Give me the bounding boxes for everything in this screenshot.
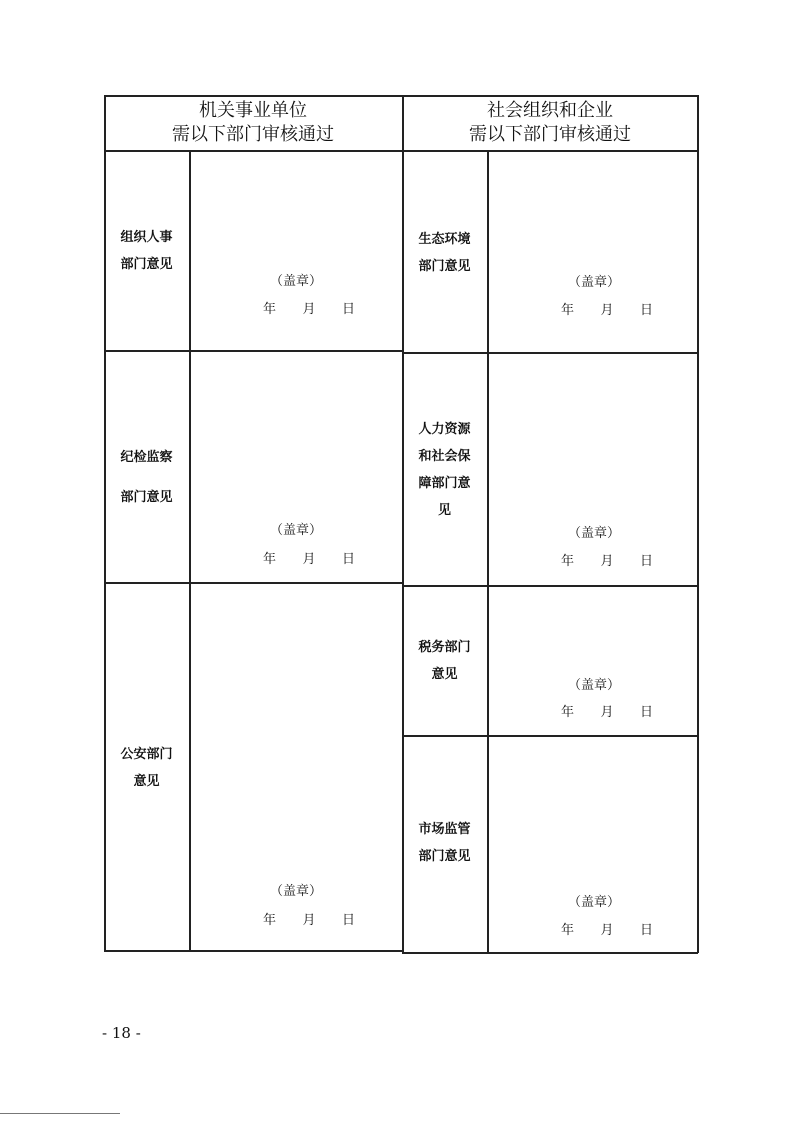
table-border-top: [104, 95, 698, 97]
year: 年: [263, 552, 277, 567]
table-border-bottom-right: [402, 952, 698, 954]
stamp-label: （盖章）: [567, 526, 620, 541]
day: 日: [341, 302, 355, 317]
date-line: [561, 299, 653, 318]
page-number: - 18 -: [102, 1024, 141, 1042]
year: 年: [561, 303, 575, 318]
table-border-bottom-left: [104, 950, 402, 952]
date-line: [561, 550, 653, 569]
right-row-divider: [402, 735, 698, 737]
stamp-label: （盖章）: [269, 884, 322, 899]
label-line: 部门意见: [418, 849, 471, 864]
year: 年: [561, 923, 575, 938]
row-label-market-supervision: [402, 816, 487, 870]
label-line: 部门意见: [120, 490, 173, 505]
year: 年: [561, 554, 575, 569]
month: 月: [302, 913, 316, 928]
day: 日: [341, 913, 355, 928]
stamp-label: （盖章）: [269, 274, 322, 289]
table-border-right: [697, 95, 699, 953]
left-row-divider: [104, 582, 402, 584]
day: 日: [639, 923, 653, 938]
row-label-organization-personnel: [104, 224, 189, 278]
stamp-label: （盖章）: [567, 678, 620, 693]
row-label-discipline-inspection: [104, 438, 189, 518]
day: 日: [639, 303, 653, 318]
month: 月: [600, 303, 614, 318]
date-line: [263, 298, 355, 317]
month: 月: [600, 554, 614, 569]
header-right-line2: 需以下部门审核通过: [469, 124, 631, 145]
year: 年: [263, 302, 277, 317]
row-label-tax: [402, 634, 487, 688]
right-row-divider: [402, 585, 698, 587]
label-line: 部门意见: [418, 259, 471, 274]
stamp-label: （盖章）: [269, 523, 322, 538]
day: 日: [639, 554, 653, 569]
header-left-line2: 需以下部门审核通过: [172, 124, 334, 145]
date-line: [263, 548, 355, 567]
label-line: 见: [437, 503, 451, 518]
left-row-divider: [104, 350, 402, 352]
date-line: [561, 919, 653, 938]
row-label-human-resources: [402, 416, 487, 524]
right-row-divider: [402, 352, 698, 354]
row-label-public-security: [104, 741, 189, 795]
date-line: [263, 909, 355, 928]
month: 月: [600, 923, 614, 938]
label-line: 人力资源: [418, 422, 471, 437]
month: 月: [600, 705, 614, 720]
day: 日: [341, 552, 355, 567]
label-line: 部门意见: [120, 257, 173, 272]
row-label-ecology-environment: [402, 226, 487, 280]
footer-rule: [0, 1113, 120, 1114]
label-line: 公安部门: [120, 747, 173, 762]
header-right: [402, 99, 698, 147]
year: 年: [561, 705, 575, 720]
left-label-divider: [189, 150, 191, 950]
label-line: 意见: [133, 774, 160, 789]
header-divider: [104, 150, 698, 152]
day: 日: [639, 705, 653, 720]
year: 年: [263, 913, 277, 928]
header-left-line1: 机关事业单位: [199, 100, 307, 121]
label-line: 生态环境: [418, 232, 471, 247]
label-line: 意见: [431, 667, 458, 682]
date-line: [561, 701, 653, 720]
label-line: 和社会保: [418, 449, 471, 464]
label-line: 市场监管: [418, 822, 471, 837]
label-line: 组织人事: [120, 230, 173, 245]
label-line: 税务部门: [418, 640, 471, 655]
month: 月: [302, 302, 316, 317]
stamp-label: （盖章）: [567, 895, 620, 910]
header-left: [104, 99, 402, 147]
stamp-label: （盖章）: [567, 275, 620, 290]
month: 月: [302, 552, 316, 567]
label-line: 障部门意: [418, 476, 471, 491]
right-label-divider: [487, 150, 489, 952]
header-right-line1: 社会组织和企业: [487, 100, 613, 121]
label-line: 纪检监察: [120, 450, 173, 465]
